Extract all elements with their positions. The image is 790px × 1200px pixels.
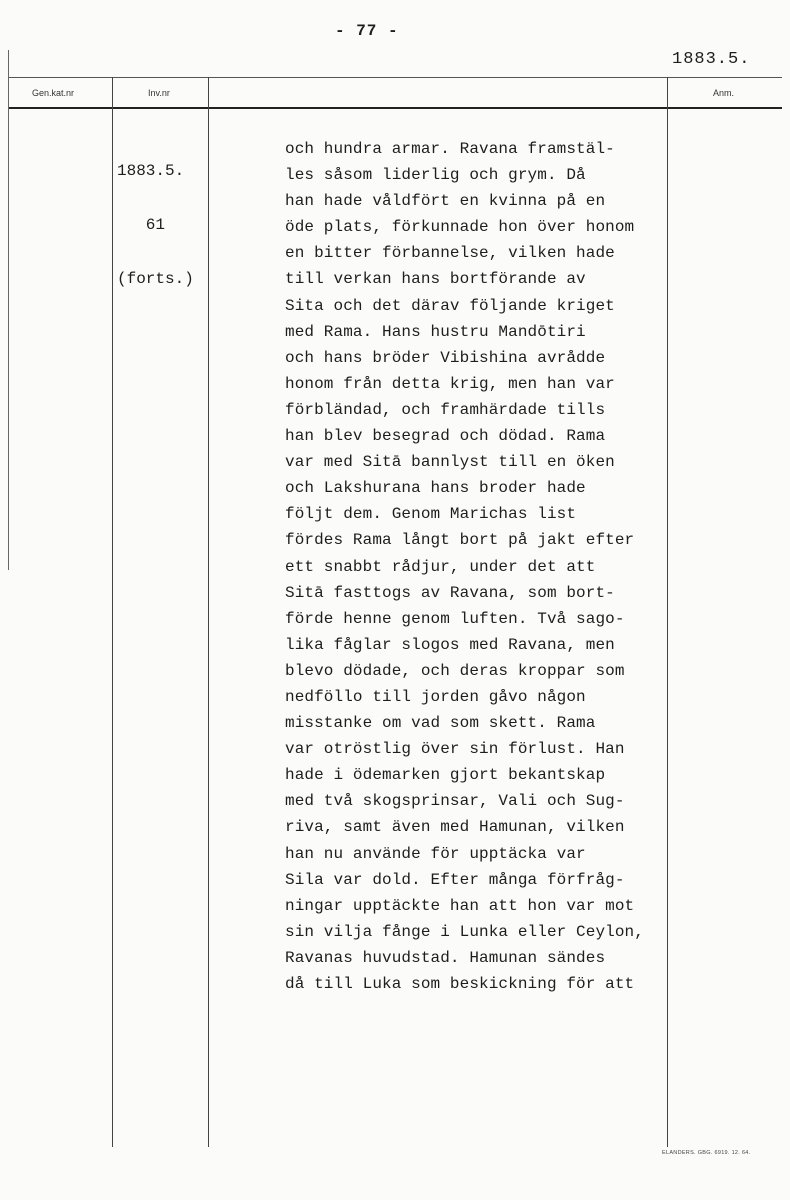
- body-line: och Lakshurana hans broder hade: [285, 479, 586, 498]
- column-rule-inv: [112, 77, 113, 1147]
- body-line: Sitā fasttogs av Ravana, som bort-: [285, 583, 615, 602]
- accession-code: 1883.5.: [672, 50, 751, 69]
- body-line: sin vilja fånge i Lunka eller Ceylon,: [285, 922, 644, 941]
- body-line: hade i ödemarken gjort bekantskap: [285, 766, 606, 785]
- body-line: då till Luka som beskickning för att: [285, 975, 635, 993]
- body-line: till verkan hans bortförande av: [285, 270, 586, 289]
- body-line: lika fåglar slogos med Ravana, men: [285, 635, 615, 654]
- printer-mark: ELANDERS. GBG. 6919. 12. 64.: [662, 1150, 751, 1156]
- header-rule-top: [8, 77, 782, 78]
- body-line: och hans bröder Vibishina avrådde: [285, 348, 606, 367]
- left-margin-rule: [8, 50, 9, 570]
- body-line: med två skogsprinsar, Vali och Sug-: [285, 792, 625, 811]
- body-line: les såsom liderlig och grym. Då: [285, 166, 586, 185]
- body-line: var med Sitā bannlyst till en öken: [285, 453, 615, 472]
- body-line: honom från detta krig, men han var: [285, 374, 615, 393]
- body-line: blevo dödade, och deras kroppar som: [285, 661, 625, 680]
- body-line: fördes Rama långt bort på jakt efter: [285, 531, 635, 550]
- column-header-gen-kat-nr: Gen.kat.nr: [32, 88, 75, 98]
- entry-id-line: 1883.5.: [117, 162, 185, 180]
- body-line: Sita och det därav följande kriget: [285, 296, 615, 315]
- body-line: ett snabbt rådjur, under det att: [285, 557, 596, 576]
- column-rule-text: [208, 77, 209, 1147]
- body-line: han hade våldfört en kvinna på en: [285, 192, 606, 211]
- entry-id: [117, 126, 194, 306]
- body-line: med Rama. Hans hustru Mandōtiri: [285, 322, 586, 341]
- column-header-inv-nr: Inv.nr: [148, 88, 170, 98]
- body-line: och hundra armar. Ravana framstäl-: [285, 140, 615, 158]
- entry-id-line: (forts.): [117, 270, 194, 288]
- page-number: - 77 -: [335, 22, 399, 40]
- body-line: var otröstlig över sin förlust. Han: [285, 740, 625, 759]
- body-line: Sila var dold. Efter många förfråg-: [285, 870, 625, 889]
- body-line: förbländad, och framhärdade tills: [285, 400, 606, 419]
- body-line: nedföllo till jorden gåvo någon: [285, 687, 586, 706]
- body-line: öde plats, förkunnade hon över honom: [285, 218, 635, 237]
- body-text: [285, 136, 675, 997]
- body-line: han blev besegrad och dödad. Rama: [285, 427, 606, 446]
- body-line: följt dem. Genom Marichas list: [285, 505, 577, 524]
- body-line: en bitter förbannelse, vilken hade: [285, 244, 615, 263]
- entry-id-line: 61: [117, 216, 166, 234]
- body-line: ningar upptäckte han att hon var mot: [285, 896, 635, 915]
- body-line: riva, samt även med Hamunan, vilken: [285, 818, 625, 837]
- body-line: Ravanas huvudstad. Hamunan sändes: [285, 948, 606, 967]
- body-line: förde henne genom luften. Två sago-: [285, 609, 625, 628]
- column-header-anm: Anm.: [713, 88, 735, 98]
- header-rule-bottom: [8, 107, 782, 109]
- body-line: misstanke om vad som skett. Rama: [285, 714, 596, 733]
- body-line: han nu använde för upptäcka var: [285, 844, 586, 863]
